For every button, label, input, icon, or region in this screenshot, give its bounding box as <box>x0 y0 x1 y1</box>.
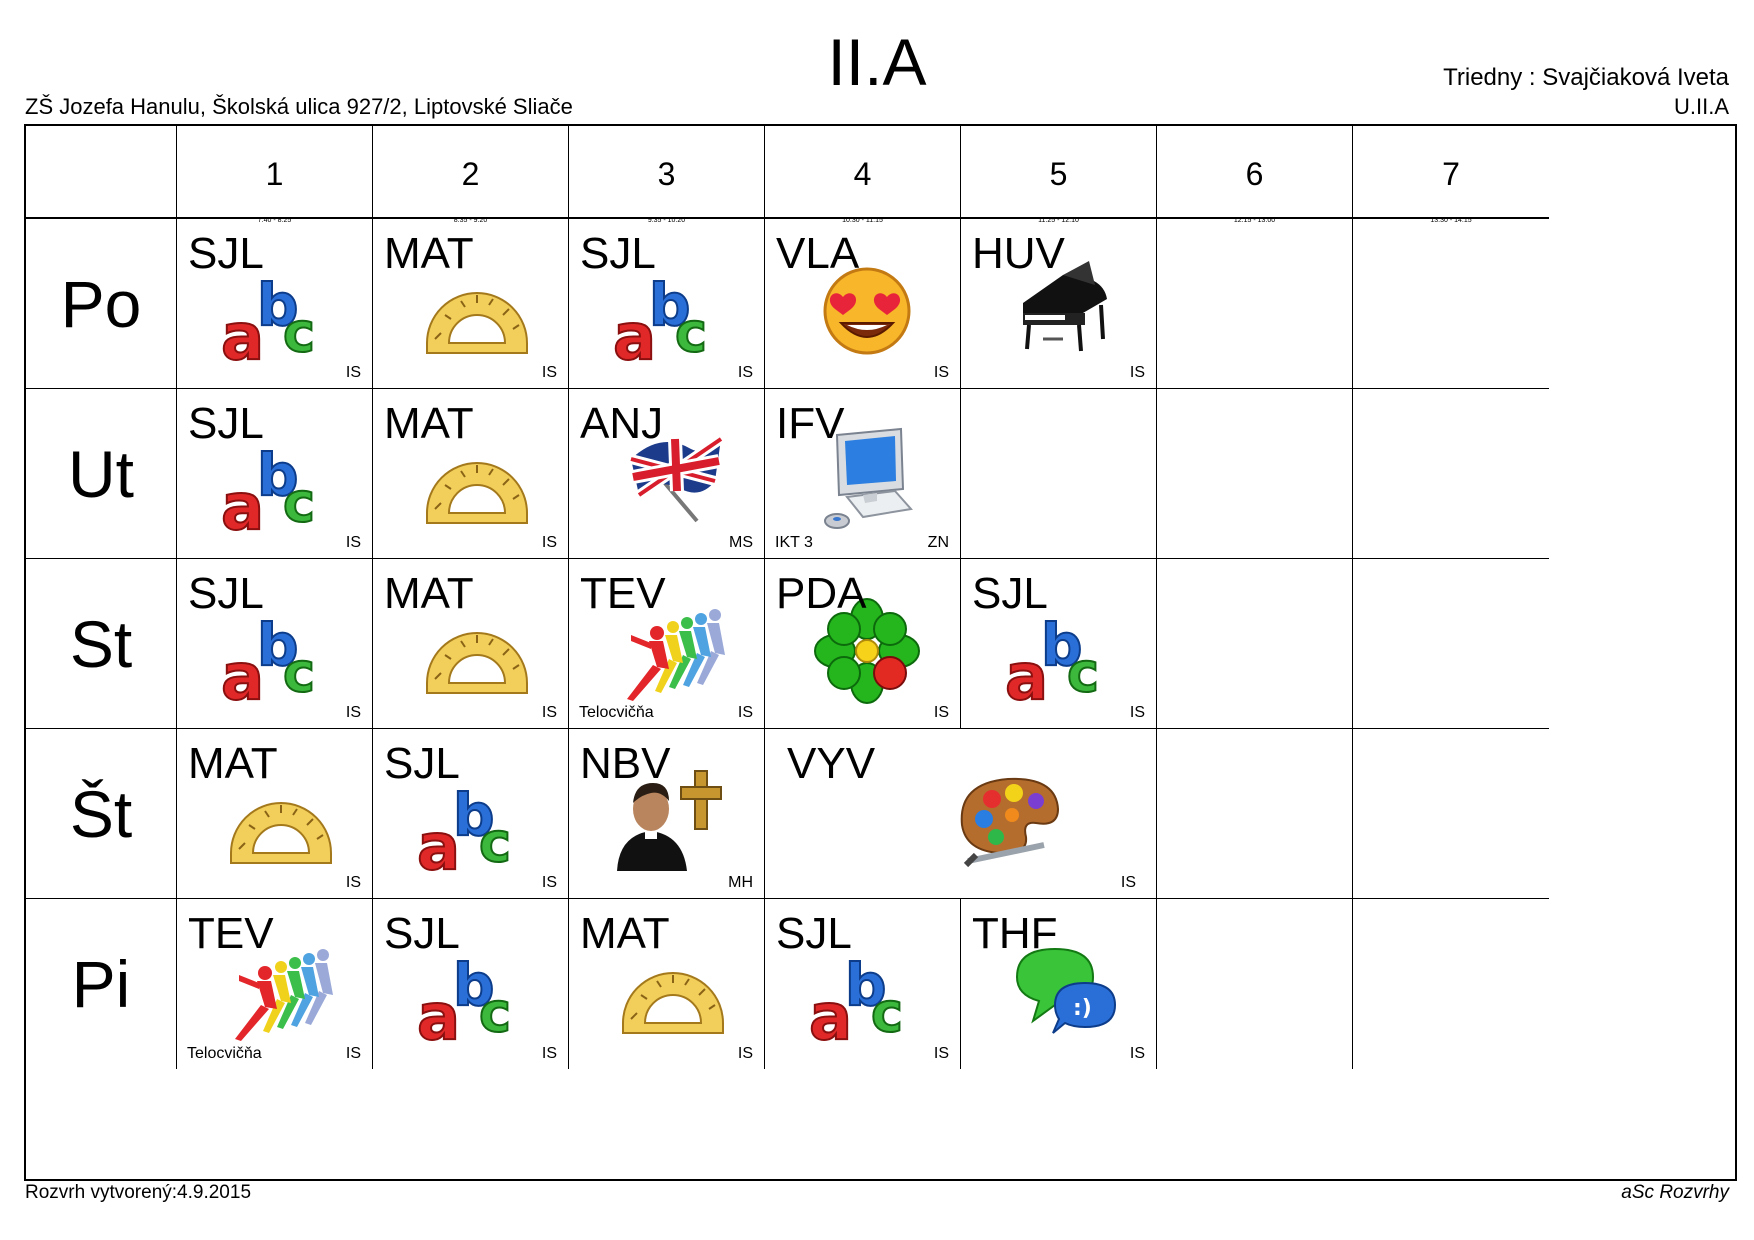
teacher-code: IS <box>737 1045 753 1062</box>
subject-code: SJL <box>188 229 264 278</box>
period-header <box>569 126 765 224</box>
svg-text:a: a <box>809 981 853 1045</box>
svg-text:a: a <box>417 981 461 1045</box>
svg-text:b: b <box>453 781 495 849</box>
lesson-cell[interactable] <box>373 219 569 389</box>
svg-text:c: c <box>1067 641 1100 704</box>
teacher-code: ZN <box>927 534 949 551</box>
empty-slot <box>961 389 1157 559</box>
period-header <box>961 126 1157 224</box>
svg-text:c: c <box>283 301 316 364</box>
svg-text:a: a <box>1005 641 1049 705</box>
svg-text:a: a <box>221 641 265 705</box>
teacher-code: IS <box>345 704 361 721</box>
teacher-code: IS <box>1129 364 1145 381</box>
subject-code: SJL <box>384 739 460 788</box>
subject-code: TEV <box>188 909 274 958</box>
lesson-cell[interactable] <box>373 899 569 1069</box>
teacher-code: IS <box>737 704 753 721</box>
lesson-cell[interactable] <box>177 389 373 559</box>
subject-code: SJL <box>776 909 852 958</box>
day-label: Po <box>26 219 177 389</box>
created-date: Rozvrh vytvorený:4.9.2015 <box>25 1182 252 1203</box>
subject-code: SJL <box>972 569 1048 618</box>
room-name: Telocvičňa <box>579 704 654 721</box>
period-header <box>765 126 961 224</box>
period-number: 6 <box>1245 156 1264 192</box>
empty-slot <box>1353 219 1549 389</box>
period-header <box>373 126 569 224</box>
subject-code: ANJ <box>580 399 664 448</box>
teacher-code: IS <box>541 364 557 381</box>
svg-text:b: b <box>649 271 691 339</box>
subject-code: MAT <box>580 909 670 958</box>
lesson-cell[interactable] <box>569 219 765 389</box>
lesson-cell[interactable] <box>373 729 569 899</box>
period-time: 12:15 - 13:00 <box>1233 217 1276 224</box>
empty-slot <box>1157 729 1353 899</box>
period-time: 10:30 - 11:15 <box>842 217 883 224</box>
lesson-cell[interactable] <box>569 899 765 1069</box>
room-name: Telocvičňa <box>187 1045 262 1062</box>
period-header <box>177 126 373 224</box>
subject-code: MAT <box>384 569 474 618</box>
lesson-cell[interactable] <box>569 559 765 729</box>
lesson-cell[interactable] <box>765 729 1157 899</box>
subject-code: VLA <box>776 229 860 278</box>
subject-code: IFV <box>776 399 845 448</box>
svg-text::): :) <box>1073 996 1092 1021</box>
timetable-grid <box>24 124 1737 1181</box>
class-teacher: Triedny : Svajčiaková Iveta <box>1443 64 1729 91</box>
teacher-code: MS <box>729 534 753 551</box>
paint-palette-icon <box>948 765 1068 875</box>
lesson-cell[interactable] <box>373 389 569 559</box>
subject-code: VYV <box>787 739 876 788</box>
period-time: 9:35 - 10:20 <box>647 217 686 224</box>
school-name: ZŠ Jozefa Hanulu, Školská ulica 927/2, Liptovské Sliače <box>25 94 573 119</box>
subject-code: MAT <box>188 739 278 788</box>
day-label: Pi <box>26 899 177 1069</box>
period-time: 13:30 - 14:15 <box>1430 217 1472 224</box>
lesson-cell[interactable] <box>765 899 961 1069</box>
empty-slot <box>1353 389 1549 559</box>
lesson-cell[interactable] <box>765 389 961 559</box>
lesson-cell[interactable] <box>961 219 1157 389</box>
svg-text:b: b <box>845 951 887 1019</box>
period-number: 2 <box>461 156 480 192</box>
teacher-code: IS <box>933 364 949 381</box>
class-title: II.A <box>827 25 927 99</box>
svg-text:c: c <box>871 981 904 1044</box>
lesson-cell[interactable] <box>765 219 961 389</box>
software-credit: aSc Rozvrhy <box>1621 1182 1729 1203</box>
subject-code: THF <box>972 909 1058 958</box>
teacher-code: IS <box>541 534 557 551</box>
period-time: 8:35 - 9:20 <box>453 217 488 224</box>
subject-code: MAT <box>384 399 474 448</box>
subject-code: SJL <box>188 569 264 618</box>
empty-slot <box>1157 899 1353 1069</box>
svg-text:c: c <box>283 471 316 534</box>
period-number: 4 <box>853 156 872 192</box>
teacher-code: IS <box>345 1045 361 1062</box>
subject-code: SJL <box>188 399 264 448</box>
lesson-cell[interactable] <box>177 729 373 899</box>
subject-code: NBV <box>580 739 671 788</box>
room-name: IKT 3 <box>775 534 813 551</box>
teacher-code: IS <box>541 704 557 721</box>
empty-slot <box>1353 729 1549 899</box>
svg-text:c: c <box>479 981 512 1044</box>
day-label: St <box>26 559 177 729</box>
teacher-code: IS <box>933 1045 949 1062</box>
subject-code: PDA <box>776 569 867 618</box>
subject-code: SJL <box>580 229 656 278</box>
lesson-cell[interactable] <box>961 559 1157 729</box>
lesson-cell[interactable] <box>177 899 373 1069</box>
period-number: 3 <box>657 156 676 192</box>
empty-slot <box>1157 219 1353 389</box>
period-time: 7:40 - 8:25 <box>257 217 292 224</box>
subject-code: SJL <box>384 909 460 958</box>
empty-slot <box>1353 559 1549 729</box>
teacher-code: IS <box>737 364 753 381</box>
teacher-code: IS <box>933 704 949 721</box>
svg-text:a: a <box>417 811 461 875</box>
subject-code: MAT <box>384 229 474 278</box>
period-number: 7 <box>1442 156 1460 192</box>
empty-slot <box>1157 559 1353 729</box>
day-label: Ut <box>26 389 177 559</box>
svg-text:a: a <box>613 301 657 365</box>
teacher-code: IS <box>345 364 361 381</box>
lesson-cell[interactable] <box>177 219 373 389</box>
teacher-code: IS <box>541 874 557 891</box>
svg-text:a: a <box>221 471 265 535</box>
period-number: 5 <box>1049 156 1068 192</box>
teacher-code: IS <box>1129 704 1145 721</box>
teacher-code: IS <box>1129 1045 1145 1062</box>
lesson-cell[interactable] <box>961 899 1157 1069</box>
subject-code: HUV <box>972 229 1065 278</box>
day-label: Št <box>26 729 177 899</box>
lesson-cell[interactable] <box>569 389 765 559</box>
teacher-code: IS <box>541 1045 557 1062</box>
period-header <box>1157 126 1353 224</box>
svg-text:b: b <box>453 951 495 1019</box>
grid-corner <box>26 126 177 219</box>
lesson-cell[interactable] <box>765 559 961 729</box>
class-code: U.II.A <box>1673 94 1729 119</box>
teacher-code: IS <box>345 534 361 551</box>
empty-slot <box>1353 899 1549 1069</box>
period-header <box>1353 126 1549 224</box>
svg-text:c: c <box>479 811 512 874</box>
svg-text:c: c <box>283 641 316 704</box>
empty-slot <box>1157 389 1353 559</box>
teacher-code: MH <box>728 874 753 891</box>
lesson-cell[interactable] <box>373 559 569 729</box>
lesson-cell[interactable] <box>177 559 373 729</box>
svg-text:a: a <box>221 301 265 365</box>
svg-text:b: b <box>1041 611 1083 679</box>
svg-text:b: b <box>257 271 299 339</box>
svg-text:b: b <box>257 611 299 679</box>
period-number: 1 <box>265 156 284 192</box>
teacher-code: IS <box>345 874 361 891</box>
svg-text:c: c <box>675 301 708 364</box>
subject-code: TEV <box>580 569 666 618</box>
period-time: 11:25 - 12:10 <box>1038 217 1079 224</box>
teacher-code: IS <box>1120 874 1136 891</box>
svg-text:b: b <box>257 441 299 509</box>
lesson-cell[interactable] <box>569 729 765 899</box>
